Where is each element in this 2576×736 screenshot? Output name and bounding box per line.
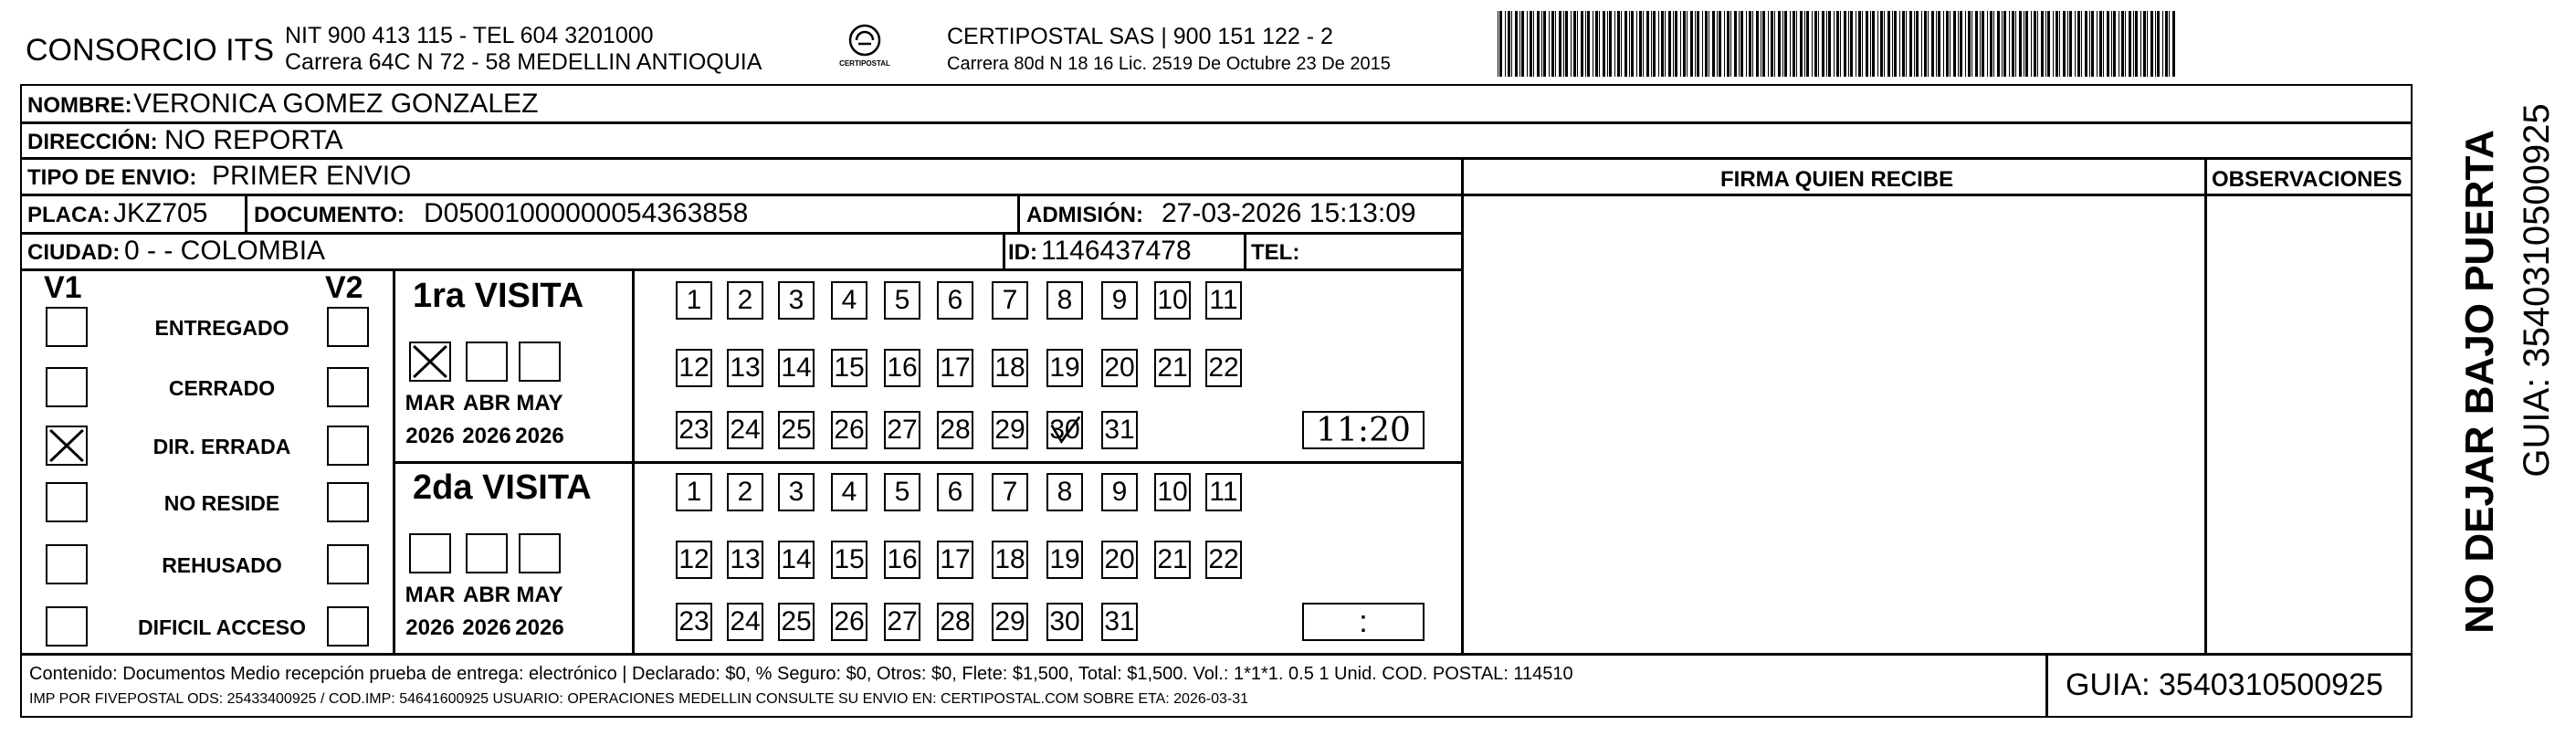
firma-header: FIRMA QUIEN RECIBE (1720, 167, 1954, 192)
v1-checkbox[interactable] (46, 544, 88, 584)
day-box[interactable]: 28 (937, 603, 973, 641)
day-box[interactable]: 6 (937, 473, 973, 511)
year-label: 2026 (515, 424, 564, 448)
day-box[interactable]: 23 (676, 411, 712, 449)
v1-checkbox[interactable] (46, 606, 88, 647)
contenido-text: Contenido: Documentos Medio recepción prueba de entrega: electrónico | Declarado: $0, % Seguro: $0, Otros: $0, Flete: $1,500, Total: $1,500. Vol.: 1*1*1. 0.5 1 Unid. COD. POSTAL: 114510 (29, 664, 1573, 684)
documento-label: DOCUMENTO: (254, 203, 405, 227)
day-box[interactable]: 27 (884, 603, 920, 641)
day-box[interactable]: 1 (676, 281, 712, 320)
day-box[interactable]: 15 (831, 349, 867, 387)
day-box[interactable]: 18 (992, 349, 1028, 387)
month-label: MAY (516, 583, 563, 607)
day-box[interactable]: 12 (676, 541, 712, 579)
barcode (1498, 11, 2177, 77)
admision-value: 27-03-2026 15:13:09 (1162, 198, 1416, 228)
month-label: MAR (405, 583, 456, 607)
tipo-envio-value: PRIMER ENVIO (212, 161, 412, 191)
ciudad-value: 0 - - COLOMBIA (124, 236, 326, 266)
year-label: 2026 (515, 615, 564, 640)
day-box[interactable]: 16 (884, 541, 920, 579)
v2-checkbox[interactable] (327, 426, 369, 466)
day-box[interactable]: 21 (1154, 349, 1191, 387)
tipo-envio-label: TIPO DE ENVIO: (27, 165, 197, 190)
day-box[interactable]: 5 (884, 281, 920, 320)
company-name: CONSORCIO ITS (26, 33, 275, 68)
v1-checkbox[interactable] (46, 367, 88, 407)
day-box[interactable]: 7 (992, 473, 1028, 511)
day-box[interactable]: 22 (1205, 541, 1242, 579)
time-box[interactable]: : (1302, 603, 1425, 641)
day-box[interactable]: 6 (937, 281, 973, 320)
day-box[interactable]: 3 (778, 281, 815, 320)
status-label: CERRADO (168, 376, 276, 400)
side-warning: NO DEJAR BAJO PUERTA (2457, 130, 2502, 634)
month-label: ABR (463, 583, 510, 607)
day-box[interactable]: 17 (937, 349, 973, 387)
year-label: 2026 (405, 615, 455, 640)
day-box[interactable]: 25 (778, 603, 815, 641)
admision-label: ADMISIÓN: (1026, 203, 1143, 227)
day-box[interactable]: 25 (778, 411, 815, 449)
day-box[interactable]: 29 (992, 603, 1028, 641)
v2-checkbox[interactable] (327, 307, 369, 347)
v2-header: V2 (325, 270, 363, 305)
year-label: 2026 (462, 615, 511, 640)
ciudad-label: CIUDAD: (27, 240, 121, 265)
v1-header: V1 (44, 270, 82, 305)
year-label: 2026 (405, 424, 455, 448)
month-label: ABR (463, 391, 510, 415)
day-box[interactable]: 14 (778, 349, 815, 387)
month-checkbox[interactable] (466, 342, 508, 382)
day-box[interactable]: 21 (1154, 541, 1191, 579)
day-box[interactable]: 15 (831, 541, 867, 579)
day-box[interactable]: 23 (676, 603, 712, 641)
direccion-value: NO REPORTA (164, 125, 343, 155)
company-address: Carrera 64C N 72 - 58 MEDELLIN ANTIOQUIA (285, 49, 762, 75)
day-box[interactable]: 26 (831, 603, 867, 641)
visit-title: 2da VISITA (413, 468, 592, 507)
month-checkbox[interactable] (466, 533, 508, 573)
time-box[interactable]: 11:20 (1302, 411, 1425, 449)
day-box[interactable]: 1 (676, 473, 712, 511)
v2-checkbox[interactable] (327, 606, 369, 647)
day-box[interactable]: 7 (992, 281, 1028, 320)
day-box[interactable]: 4 (831, 281, 867, 320)
month-label: MAR (405, 391, 456, 415)
day-box[interactable]: 24 (727, 411, 763, 449)
day-box[interactable]: 19 (1046, 541, 1083, 579)
day-box[interactable]: 13 (727, 541, 763, 579)
day-box[interactable]: 31 (1101, 603, 1138, 641)
day-box[interactable]: 24 (727, 603, 763, 641)
month-checkbox[interactable] (519, 342, 561, 382)
status-label: ENTREGADO (154, 316, 289, 340)
day-box[interactable]: 17 (937, 541, 973, 579)
day-box[interactable]: 10 (1154, 281, 1191, 320)
day-box[interactable]: 30 (1046, 603, 1083, 641)
day-box[interactable]: 8 (1046, 281, 1083, 320)
day-box[interactable]: 13 (727, 349, 763, 387)
year-label: 2026 (462, 424, 511, 448)
day-box[interactable]: 28 (937, 411, 973, 449)
nombre-value: VERONICA GOMEZ GONZALEZ (133, 89, 539, 119)
day-box[interactable]: 20 (1101, 541, 1138, 579)
day-box[interactable]: 31 (1101, 411, 1138, 449)
v2-checkbox[interactable] (327, 367, 369, 407)
day-box[interactable]: 11 (1205, 473, 1242, 511)
courier-license: Carrera 80d N 18 16 Lic. 2519 De Octubre 23 De 2015 (947, 54, 1391, 74)
v2-checkbox[interactable] (327, 482, 369, 522)
placa-label: PLACA: (27, 203, 110, 227)
day-box[interactable]: 26 (831, 411, 867, 449)
status-label: DIFICIL ACCESO (137, 615, 306, 639)
side-guia: GUIA: 3540310500925 (2517, 103, 2557, 478)
day-box[interactable]: 9 (1101, 281, 1138, 320)
observaciones-header: OBSERVACIONES (2212, 167, 2403, 192)
v1-checkbox[interactable] (46, 307, 88, 347)
month-label: MAY (516, 391, 563, 415)
day-box[interactable]: 19 (1046, 349, 1083, 387)
day-box[interactable]: 30 (1046, 411, 1083, 449)
nit-line: NIT 900 413 115 - TEL 604 3201000 (285, 23, 654, 48)
day-box[interactable]: 20 (1101, 349, 1138, 387)
day-box[interactable]: 11 (1205, 281, 1242, 320)
day-box[interactable]: 22 (1205, 349, 1242, 387)
day-box[interactable]: 4 (831, 473, 867, 511)
tel-label: TEL: (1251, 240, 1300, 265)
day-box[interactable]: 12 (676, 349, 712, 387)
day-box[interactable]: 2 (727, 473, 763, 511)
day-box[interactable]: 9 (1101, 473, 1138, 511)
day-box[interactable]: 29 (992, 411, 1028, 449)
day-box[interactable]: 8 (1046, 473, 1083, 511)
direccion-label: DIRECCIÓN: (27, 130, 158, 154)
visit-title: 1ra VISITA (413, 277, 584, 315)
footer-guia: GUIA: 3540310500925 (2066, 668, 2383, 702)
id-label: ID: (1008, 240, 1037, 265)
documento-value: D05001000000054363858 (424, 198, 749, 228)
day-box[interactable]: 3 (778, 473, 815, 511)
day-mark (1048, 413, 1081, 447)
day-box[interactable]: 5 (884, 473, 920, 511)
day-box[interactable]: 10 (1154, 473, 1191, 511)
status-label: DIR. ERRADA (152, 435, 291, 458)
v1-checkbox[interactable] (46, 426, 88, 466)
month-checkbox[interactable] (409, 533, 451, 573)
nombre-label: NOMBRE: (27, 93, 132, 118)
v2-checkbox[interactable] (327, 544, 369, 584)
month-checkbox[interactable] (409, 342, 451, 382)
placa-value: JKZ705 (113, 198, 208, 228)
id-value: 1146437478 (1041, 236, 1192, 266)
month-checkbox[interactable] (519, 533, 561, 573)
v1-checkbox[interactable] (46, 482, 88, 522)
courier-line: CERTIPOSTAL SAS | 900 151 122 - 2 (947, 24, 1333, 49)
day-box[interactable]: 27 (884, 411, 920, 449)
status-label: NO RESIDE (163, 491, 280, 515)
status-label: REHUSADO (162, 553, 282, 577)
day-box[interactable]: 16 (884, 349, 920, 387)
logo-text: CERTIPOSTAL (839, 59, 890, 68)
day-box[interactable]: 18 (992, 541, 1028, 579)
imp-text: IMP POR FIVEPOSTAL ODS: 25433400925 / COD.IMP: 54641600925 USUARIO: OPERACIONES MEDELLIN CONSULTE SU ENVIO EN: CERTIPOSTAL.COM SOBRE ETA: 2026-03-31 (29, 691, 1248, 707)
day-box[interactable]: 14 (778, 541, 815, 579)
day-box[interactable]: 2 (727, 281, 763, 320)
certipostal-logo (833, 18, 897, 77)
